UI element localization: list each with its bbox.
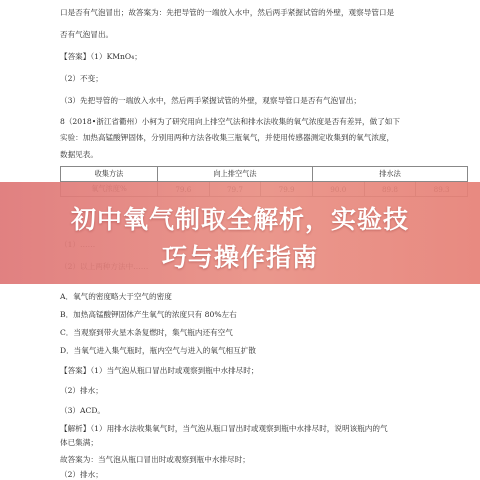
option-c: C．当观察到带火星木条复燃时，集气瓶内还有空气 (60, 328, 233, 337)
text-line: （3）ACD。 (60, 406, 105, 415)
text-line: 否有气泡冒出。 (60, 30, 114, 39)
option-d: D．当氧气进入集气瓶时，瓶内空气与进入的氧气相互扩散 (60, 346, 256, 355)
text-line: 口是否有气泡冒出；故答案为：先把导管的一端放入水中，然后两手紧握试管的外壁，观察导管口是 (60, 8, 395, 17)
option-a: A．氧气的密度略大于空气的密度 (60, 292, 172, 301)
table-header-cell: 排水法 (312, 167, 467, 182)
table-header-row (61, 167, 468, 182)
text-line: （3）先把导管的一端放入水中，然后两手紧握试管的外壁，观察导管口是否有气泡冒出； (60, 96, 361, 105)
answer-line: 【答案】（1）KMnO₄； (60, 52, 142, 61)
text-line: 故答案为：当气泡从瓶口冒出时或观察到瓶中水排尽时； (60, 455, 250, 464)
question-line: 8（2018•浙江省衢州）小柯为了研究用向上排空气法和排水法收集的氧气浓度是否有差异，做了如下 (60, 117, 400, 126)
table-header-cell: 向上排空气法 (158, 167, 313, 182)
banner-title-line2: 巧与操作指南 (161, 243, 318, 272)
text-line: 数据见表。 (60, 150, 98, 159)
answer-line: 【答案】（1）当气泡从瓶口冒出时或观察到瓶中水排尽时； (60, 366, 259, 375)
title-banner (0, 182, 480, 284)
analysis-line: 【解析】（1）用排水法收集氧气时，当气泡从瓶口冒出时或观察到瓶中水排尽时，说明该瓶内的气 (60, 424, 388, 433)
text-line: 实验：加热高锰酸钾固体，分别用两种方法各收集三瓶氧气，并使用传感器测定收集到的氧气浓度， (60, 133, 395, 142)
text-line: （2）排水； (60, 386, 103, 395)
text-line: （2）排水； (60, 470, 103, 479)
text-line: （2）不变； (60, 74, 103, 83)
option-b: B．加热高锰酸钾固体产生氧气的浓度只有 80%左右 (60, 310, 237, 319)
text-line: 体已集满； (60, 438, 98, 447)
table-header-cell: 收集方法 (61, 167, 158, 182)
banner-title-line1: 初中氧气制取全解析，实验技 (70, 205, 409, 234)
